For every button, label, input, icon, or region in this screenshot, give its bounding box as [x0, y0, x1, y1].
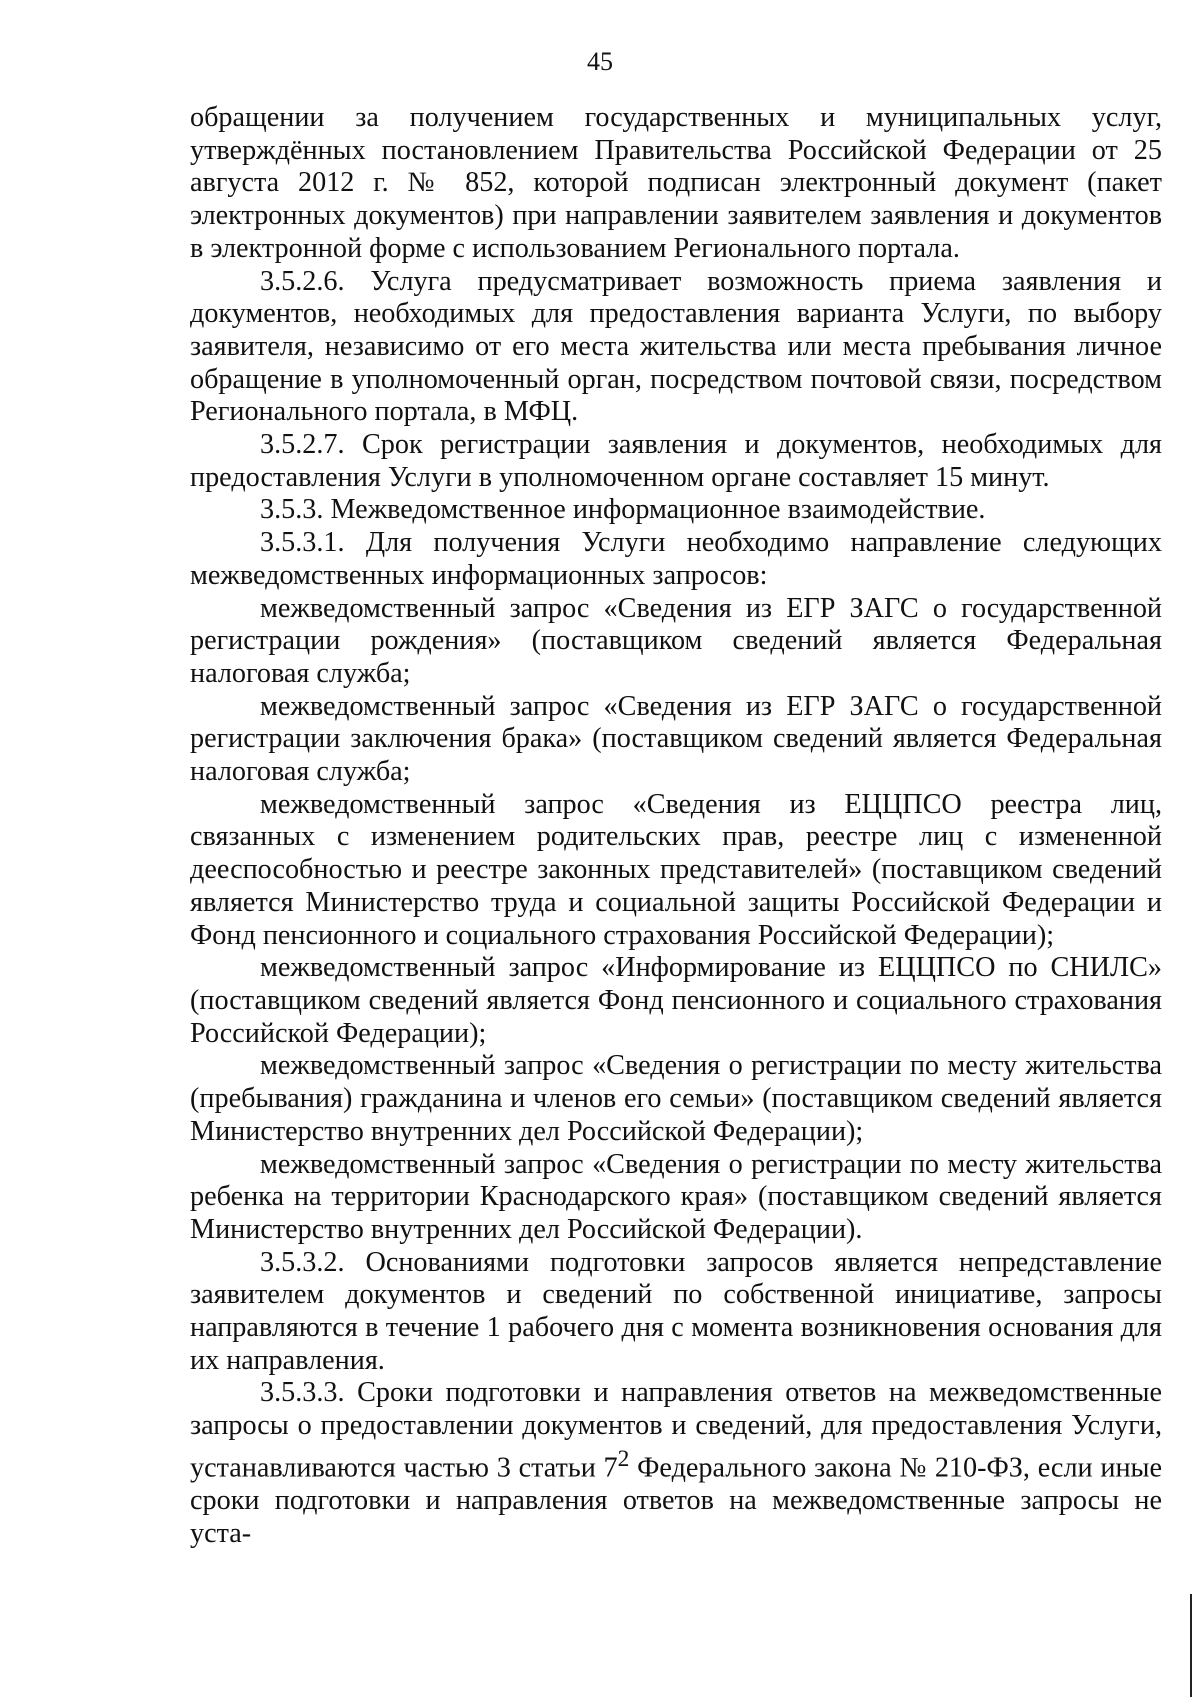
paragraph — [190, 1377, 1162, 1550]
paragraph: обращении за получением государственных и муниципальных услуг, утверждённых постановлением Правительства Российской Федерации от 25 августа 2012 г. № 852, которой подписан электронный документ (пакет электронных документов) при направлении заявителем заявления и документов в электронной форме с использованием Регионального портала. — [190, 102, 1162, 264]
paragraph: 3.5.2.6. Услуга предусматривает возможность приема заявления и документов, необходимых для предоставления варианта Услуги, по выбору заявителя, независимо от его места жительства или места пребывания личное обращение в уполномоченный орган, посредством почтовой связи, посредством Регионального портала, в МФЦ. — [190, 265, 1162, 428]
paragraph: 3.5.3.2. Основаниями подготовки запросов является непредставление заявителем документов и сведений по собственной инициативе, запросы направляются в течение 1 рабочего дня с момента возникновения основания для их направления. — [190, 1246, 1162, 1376]
document-body — [190, 102, 1162, 1550]
superscript: 2 — [617, 1445, 630, 1472]
list-item: межведомственный запрос «Сведения о регистрации по месту жительства ребенка на территории Краснодарского края» (поставщиком сведений является Министерство внутренних дел Российской Федерации). — [190, 1148, 1162, 1245]
paragraph: 3.5.2.7. Срок регистрации заявления и документов, необходимых для предоставления Услуги в уполномоченном органе составляет 15 минут. — [190, 429, 1162, 493]
list-item: межведомственный запрос «Сведения о регистрации по месту жительства (пребывания) гражданина и членов его семьи» (поставщиком сведений является Министерство внутренних дел Российской Федерации); — [190, 1050, 1162, 1147]
list-item: межведомственный запрос «Сведения из ЕГР ЗАГС о государственной регистрации заключения брака» (поставщиком сведений является Федеральная налоговая служба; — [190, 690, 1162, 788]
paragraph: 3.5.3. Межведомственное информационное взаимодействие. — [260, 494, 986, 526]
paragraph-text: Федерального закона № 210-ФЗ, если иные сроки подготовки и направления ответов на межведомственные запросы не уста- — [190, 1452, 1162, 1549]
list-item: межведомственный запрос «Сведения из ЕГР ЗАГС о государственной регистрации рождения» (поставщиком сведений является Федеральная налоговая служба; — [190, 592, 1162, 689]
scan-edge-line — [1190, 1594, 1192, 1697]
list-item: межведомственный запрос «Сведения из ЕЦЦПСО реестра лиц, связанных с изменением родительских прав, реестре лиц с измененной дееспособностью и реестре законных представителей» (поставщиком сведений является Министерство труда и социальной защиты Российской Федерации и Фонд пенсионного и социального страхования Российской Федерации); — [190, 788, 1162, 951]
list-item: межведомственный запрос «Информирование из ЕЦЦПСО по СНИЛС» (поставщиком сведений является Фонд пенсионного и социального страхования Российской Федерации); — [190, 952, 1162, 1049]
paragraph-text: 3.5.3.3. Сроки подготовки и направления ответов на межведомственные запросы о предоставлении документов и сведений, для предоставления Услуги, устанавливаются частью 3 статьи 7 — [190, 1377, 1162, 1484]
paragraph: 3.5.3.1. Для получения Услуги необходимо направление следующих межведомственных информационных запросов: — [190, 527, 1162, 591]
page-number: 45 — [587, 47, 613, 76]
